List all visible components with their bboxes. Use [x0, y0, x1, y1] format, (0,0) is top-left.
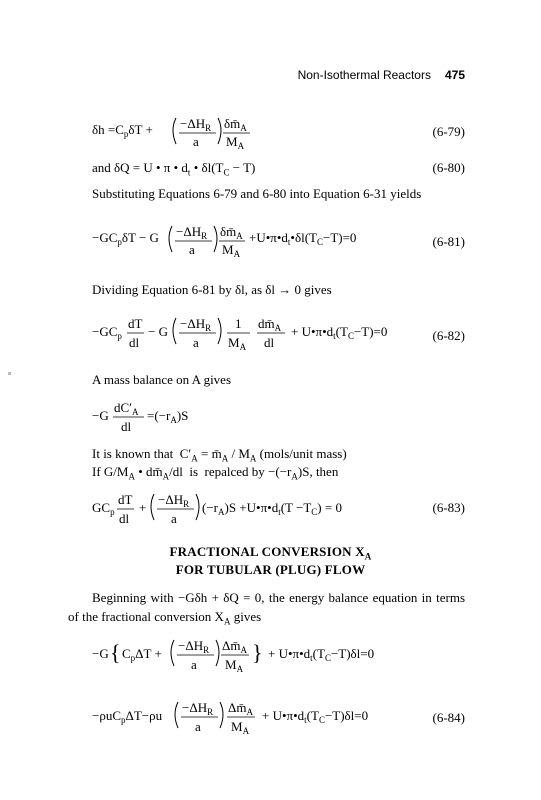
svg-text:−ΔHR: $-\Delta H_R$	[180, 316, 212, 333]
equation-6-81-graphic	[92, 220, 412, 264]
equation-unnumbered-graphic	[92, 634, 412, 680]
svg-text:}: }	[252, 640, 263, 665]
equation-6-84-graphic	[92, 696, 412, 742]
svg-text:δm̄A: $\delta m̄_A$	[224, 116, 247, 133]
svg-text:MA: $M_A$	[226, 134, 245, 151]
text-substituting: Substituting Equations 6-79 and 6-80 into Equation 6-31 yields	[92, 186, 422, 201]
svg-text:−ΔHR: $-\Delta H_R$	[158, 492, 190, 509]
equation-number-6-82: (6-82)	[432, 328, 465, 343]
text-dividing: Dividing Equation 6-81 by δl, as δl → 0 gives	[92, 282, 332, 297]
svg-text:{: {	[110, 640, 121, 665]
svg-text:a: a	[191, 657, 197, 672]
svg-text:=(−rA)S: $=(-r_A)S$	[147, 408, 189, 425]
equation-6-82	[92, 312, 412, 362]
text-known: It is known that $C'_A$ = $m̄_A / M_A$ (mols/unit mass)	[92, 446, 347, 464]
svg-text:−G: −G	[92, 646, 109, 661]
svg-text:1: 1	[235, 316, 242, 331]
svg-text:a: a	[195, 719, 201, 734]
svg-text:dl: dl	[121, 419, 132, 434]
section-heading-subscript: A	[364, 551, 372, 562]
svg-text:δm̄A: $\delta m̄_A$	[220, 224, 243, 241]
svg-text:dl: dl	[119, 511, 130, 526]
svg-text:dT: dT	[128, 316, 143, 331]
section-heading-text: FRACTIONAL CONVERSION X	[169, 544, 365, 559]
equation-number-6-84: (6-84)	[432, 710, 465, 725]
svg-text:MA: $M_A$	[225, 657, 244, 674]
equation-6-84	[92, 696, 412, 746]
svg-text:−ΔHR: $-\Delta H_R$	[180, 116, 212, 133]
svg-text:−GCpδT − G: $-GC_p\delta T - G$	[92, 230, 159, 247]
svg-text:a: a	[171, 511, 177, 526]
svg-text:−ΔHR: $-\Delta H_R$	[178, 638, 210, 655]
equation-6-79-graphic	[92, 112, 292, 154]
equation-number-6-81: (6-81)	[432, 234, 465, 249]
svg-text:+ U•π•dt(TC−T)δl=0: + $U•\pi•d_t(T_C-T)\delta l=0$	[268, 646, 375, 663]
svg-text:Δm̄A: $\Delta m̄_A$	[228, 700, 253, 717]
svg-text:δh =CpδT +: $\delta h =C_p\delta T$ +	[92, 122, 153, 139]
svg-text:− G: − G	[148, 324, 168, 339]
svg-text:CpΔT +: $C_p\Delta T$ +	[122, 646, 162, 663]
svg-text:dC′A: $dC'_A$	[114, 400, 139, 417]
svg-text:−ρuCpΔT−ρu: −ρuC$_p$ΔT−ρu	[92, 708, 163, 725]
svg-text:a: a	[193, 335, 199, 350]
svg-text:+: +	[139, 500, 147, 515]
svg-text:−GCp: $-GC_p$	[92, 324, 122, 341]
equation-6-81	[92, 220, 412, 268]
equation-6-83	[92, 488, 392, 538]
svg-text:MA: $M_A$	[231, 719, 250, 736]
svg-text:a: a	[193, 134, 199, 149]
svg-text:Δm̄A: $\Delta m̄_A$	[222, 638, 247, 655]
equation-mass-balance	[92, 396, 232, 446]
svg-text:dT: dT	[118, 492, 133, 507]
scan-margin-mark	[8, 372, 11, 375]
svg-text:MA: $M_A$	[228, 335, 247, 352]
equation-6-80-line	[92, 160, 465, 178]
equation-mass-balance-graphic	[92, 396, 232, 442]
text-mass-balance: A mass balance on A gives	[92, 372, 232, 387]
equation-number-6-79: (6-79)	[432, 124, 465, 139]
svg-text:MA: $M_A$	[222, 242, 241, 259]
running-title: Non-Isothermal Reactors	[297, 68, 431, 82]
svg-text:−ΔHR: $-\Delta H_R$	[182, 700, 214, 717]
equation-6-79	[92, 112, 292, 158]
svg-text:a: a	[189, 242, 195, 257]
section-heading-line2: FOR TUBULAR (PLUG) FLOW	[175, 562, 366, 577]
equation-6-80: and δQ = U • π • $d_t$ • $\delta l(T_C - T)$	[92, 160, 256, 178]
svg-text:dm̄A: $dm̄_A$	[258, 316, 282, 333]
svg-text:GCp: $GC_p$	[92, 500, 115, 517]
svg-text:+U•π•dt•δl(TC−T)=0: $+U•\pi•d_t•\delta l(T_C-T)=0$	[249, 230, 357, 247]
svg-text:+ U•π•dt(TC−T)δl=0: + $U•\pi•d_t(T_C-T)\delta l=0$	[262, 708, 369, 725]
equation-6-83-graphic	[92, 488, 392, 534]
page-number: 475	[444, 68, 465, 82]
text-replaced: If $G/M_A$ • $dm̄_A/dl$ is repalced by $-(-r_A)S$, then	[92, 464, 339, 482]
svg-text:−ΔHR: $-\Delta H_R$	[176, 224, 208, 241]
equation-number-6-80: (6-80)	[432, 160, 465, 175]
equation-6-82-graphic	[92, 312, 412, 358]
section-heading-line1	[0, 544, 541, 562]
running-header	[298, 68, 465, 82]
svg-text:dl: dl	[129, 335, 140, 350]
svg-text:+ U•π•dt(TC−T)=0: + $U•\pi•d_t(T_C-T)=0$	[291, 324, 388, 341]
equation-number-6-83: (6-83)	[432, 500, 465, 515]
svg-text:(−rA)S +U•π•dt(T −TC) = 0: $(-r_A)S$ $+U•\pi•d_t(T -T_C) = 0$	[202, 500, 342, 517]
svg-text:dl: dl	[264, 335, 275, 350]
equation-unnumbered	[92, 634, 412, 684]
paragraph-beginning: Beginning with −Gδh + δQ = 0, the energy balance equation in terms of the fractional conversion $X_A$ gives	[68, 590, 465, 627]
svg-text:−G: −G	[92, 408, 109, 423]
